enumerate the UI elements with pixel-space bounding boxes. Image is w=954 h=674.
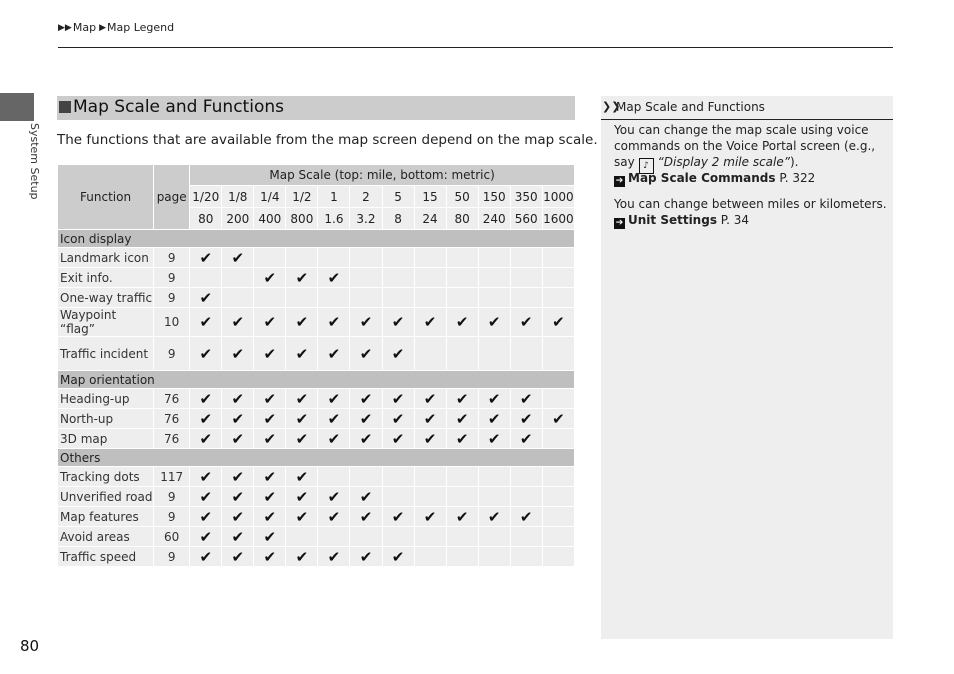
map-scale-table <box>57 164 575 567</box>
empty-cell <box>383 487 414 506</box>
check-mark-icon: ✔ <box>383 547 414 566</box>
check-mark-icon: ✔ <box>383 507 414 526</box>
sidebar-link-unit-settings[interactable] <box>614 212 749 229</box>
category-label: Icon display <box>58 230 574 247</box>
scale-mile-label: 1/20 <box>190 186 221 207</box>
check-mark-icon: ✔ <box>190 409 221 428</box>
function-header: Function <box>58 165 153 229</box>
check-mark-icon: ✔ <box>222 507 253 526</box>
scale-metric-label: 8 <box>383 208 414 229</box>
feature-label: Tracking dots <box>58 467 153 486</box>
feature-label: Exit info. <box>58 268 153 287</box>
empty-cell <box>511 248 542 267</box>
scale-metric-label: 800 <box>286 208 317 229</box>
check-mark-icon: ✔ <box>543 308 574 336</box>
scale-metric-label: 3.2 <box>350 208 381 229</box>
check-mark-icon: ✔ <box>190 507 221 526</box>
scale-metric-label: 80 <box>190 208 221 229</box>
check-mark-icon: ✔ <box>254 308 285 336</box>
check-mark-icon: ✔ <box>222 429 253 448</box>
sidebar-notes <box>601 96 893 639</box>
empty-cell <box>350 467 381 486</box>
check-mark-icon: ✔ <box>415 308 446 336</box>
empty-cell <box>222 288 253 307</box>
feature-label: Avoid areas <box>58 527 153 546</box>
empty-cell <box>511 467 542 486</box>
check-mark-icon: ✔ <box>415 389 446 408</box>
check-mark-icon: ✔ <box>415 409 446 428</box>
feature-label: One-way traffic <box>58 288 153 307</box>
check-mark-icon: ✔ <box>447 429 478 448</box>
check-mark-icon: ✔ <box>286 337 317 370</box>
empty-cell <box>415 467 446 486</box>
check-mark-icon: ✔ <box>254 429 285 448</box>
voice-example-end: ). <box>789 155 799 169</box>
empty-cell <box>543 288 574 307</box>
page-ref: 76 <box>154 429 189 448</box>
breadcrumb-arrow-icon: ▶ <box>99 22 106 33</box>
table-row <box>58 288 574 307</box>
check-mark-icon: ✔ <box>286 308 317 336</box>
empty-cell <box>479 248 510 267</box>
scale-header: Map Scale (top: mile, bottom: metric) <box>190 165 574 185</box>
scale-metric-label: 24 <box>415 208 446 229</box>
page-ref: 9 <box>154 547 189 566</box>
check-mark-icon: ✔ <box>254 467 285 486</box>
empty-cell <box>286 288 317 307</box>
empty-cell <box>415 337 446 370</box>
check-mark-icon: ✔ <box>222 487 253 506</box>
empty-cell <box>415 547 446 566</box>
check-mark-icon: ✔ <box>254 527 285 546</box>
empty-cell <box>543 507 574 526</box>
check-mark-icon: ✔ <box>350 429 381 448</box>
empty-cell <box>383 288 414 307</box>
scale-mile-label: 1000 <box>543 186 574 207</box>
check-mark-icon: ✔ <box>222 547 253 566</box>
empty-cell <box>254 288 285 307</box>
feature-label: Traffic speed <box>58 547 153 566</box>
check-mark-icon: ✔ <box>383 429 414 448</box>
chapter-tab <box>0 93 34 121</box>
check-mark-icon: ✔ <box>190 527 221 546</box>
table-row <box>58 268 574 287</box>
check-mark-icon: ✔ <box>190 288 221 307</box>
feature-label: Heading-up <box>58 389 153 408</box>
sidebar-paragraph-units: You can change between miles or kilometers. <box>614 197 887 211</box>
check-mark-icon: ✔ <box>286 409 317 428</box>
check-mark-icon: ✔ <box>318 547 349 566</box>
category-row <box>58 230 574 247</box>
voice-example: “Display 2 mile scale” <box>657 155 790 169</box>
empty-cell <box>447 547 478 566</box>
chapter-label: System Setup <box>28 123 41 200</box>
empty-cell <box>415 288 446 307</box>
feature-label: Landmark icon <box>58 248 153 267</box>
scale-metric-label: 400 <box>254 208 285 229</box>
table-row <box>58 487 574 506</box>
scale-mile-label: 2 <box>350 186 381 207</box>
check-mark-icon: ✔ <box>383 409 414 428</box>
check-mark-icon: ✔ <box>318 337 349 370</box>
page-number: 80 <box>20 637 40 655</box>
scale-metric-label: 80 <box>447 208 478 229</box>
check-mark-icon: ✔ <box>350 389 381 408</box>
check-mark-icon: ✔ <box>479 429 510 448</box>
check-mark-icon: ✔ <box>383 308 414 336</box>
section-header <box>57 96 575 120</box>
table-row <box>58 308 574 336</box>
check-mark-icon: ✔ <box>479 507 510 526</box>
check-mark-icon: ✔ <box>254 337 285 370</box>
category-row <box>58 371 574 388</box>
check-mark-icon: ✔ <box>318 308 349 336</box>
check-mark-icon: ✔ <box>511 507 542 526</box>
check-mark-icon: ✔ <box>318 409 349 428</box>
check-mark-icon: ✔ <box>447 389 478 408</box>
page-ref: 9 <box>154 507 189 526</box>
check-mark-icon: ✔ <box>286 487 317 506</box>
feature-label: Map features <box>58 507 153 526</box>
link-arrow-icon: ➔ <box>615 218 624 228</box>
check-mark-icon: ✔ <box>318 389 349 408</box>
empty-cell <box>511 487 542 506</box>
sidebar-header <box>601 96 893 120</box>
breadcrumb <box>58 21 177 34</box>
check-mark-icon: ✔ <box>479 308 510 336</box>
page-ref: 9 <box>154 487 189 506</box>
empty-cell <box>447 467 478 486</box>
breadcrumb-item-map[interactable]: Map <box>72 21 97 34</box>
empty-cell <box>350 268 381 287</box>
check-mark-icon: ✔ <box>318 429 349 448</box>
feature-label: North-up <box>58 409 153 428</box>
check-mark-icon: ✔ <box>222 527 253 546</box>
empty-cell <box>350 288 381 307</box>
table-row <box>58 248 574 267</box>
empty-cell <box>511 337 542 370</box>
check-mark-icon: ✔ <box>511 389 542 408</box>
empty-cell <box>543 429 574 448</box>
link-page: P. 34 <box>720 213 750 227</box>
table-row <box>58 527 574 546</box>
check-mark-icon: ✔ <box>511 409 542 428</box>
check-mark-icon: ✔ <box>318 487 349 506</box>
page-ref: 76 <box>154 389 189 408</box>
scale-metric-label: 1.6 <box>318 208 349 229</box>
empty-cell <box>479 268 510 287</box>
empty-cell <box>447 248 478 267</box>
category-row <box>58 449 574 466</box>
sidebar-paragraph-voice <box>614 122 882 174</box>
empty-cell <box>543 248 574 267</box>
category-label: Others <box>58 449 574 466</box>
check-mark-icon: ✔ <box>318 268 349 287</box>
link-page: P. 322 <box>779 171 816 185</box>
empty-cell <box>479 527 510 546</box>
table-row <box>58 467 574 486</box>
empty-cell <box>415 527 446 546</box>
scale-metric-label: 1600 <box>543 208 574 229</box>
empty-cell <box>447 337 478 370</box>
empty-cell <box>383 527 414 546</box>
check-mark-icon: ✔ <box>254 268 285 287</box>
empty-cell <box>190 268 221 287</box>
sidebar-link-scale-commands[interactable] <box>614 170 815 187</box>
header-divider <box>58 47 893 48</box>
empty-cell <box>383 268 414 287</box>
table-row <box>58 409 574 428</box>
scale-mile-label: 5 <box>383 186 414 207</box>
check-mark-icon: ✔ <box>286 547 317 566</box>
sidebar-voice-text: You can change the map scale using voice commands on the Voice Portal screen (e.g., say <box>614 123 876 169</box>
check-mark-icon: ✔ <box>286 467 317 486</box>
check-mark-icon: ✔ <box>350 337 381 370</box>
empty-cell <box>415 248 446 267</box>
empty-cell <box>286 527 317 546</box>
check-mark-icon: ✔ <box>222 248 253 267</box>
check-mark-icon: ✔ <box>511 429 542 448</box>
empty-cell <box>511 527 542 546</box>
check-mark-icon: ✔ <box>479 409 510 428</box>
check-mark-icon: ✔ <box>190 547 221 566</box>
empty-cell <box>543 487 574 506</box>
check-mark-icon: ✔ <box>190 248 221 267</box>
empty-cell <box>543 527 574 546</box>
table-row <box>58 507 574 526</box>
scale-mile-label: 50 <box>447 186 478 207</box>
link-label: Map Scale Commands <box>628 171 776 185</box>
empty-cell <box>318 527 349 546</box>
empty-cell <box>383 467 414 486</box>
empty-cell <box>447 268 478 287</box>
scale-metric-label: 560 <box>511 208 542 229</box>
check-mark-icon: ✔ <box>254 507 285 526</box>
check-mark-icon: ✔ <box>383 389 414 408</box>
intro-text: The functions that are available from the map screen depend on the map scale. <box>57 132 598 148</box>
empty-cell <box>479 487 510 506</box>
empty-cell <box>543 467 574 486</box>
empty-cell <box>479 547 510 566</box>
table-header-row <box>58 165 574 185</box>
check-mark-icon: ✔ <box>318 507 349 526</box>
check-mark-icon: ✔ <box>254 389 285 408</box>
check-mark-icon: ✔ <box>383 337 414 370</box>
page-ref: 9 <box>154 337 189 370</box>
page-ref: 76 <box>154 409 189 428</box>
empty-cell <box>479 337 510 370</box>
empty-cell <box>511 268 542 287</box>
scale-mile-label: 1/2 <box>286 186 317 207</box>
feature-label: Unverified road <box>58 487 153 506</box>
check-mark-icon: ✔ <box>447 507 478 526</box>
empty-cell <box>350 248 381 267</box>
check-mark-icon: ✔ <box>222 409 253 428</box>
page-ref: 60 <box>154 527 189 546</box>
check-mark-icon: ✔ <box>350 487 381 506</box>
empty-cell <box>383 248 414 267</box>
check-mark-icon: ✔ <box>222 389 253 408</box>
check-mark-icon: ✔ <box>415 429 446 448</box>
breadcrumb-item-map-legend[interactable]: Map Legend <box>106 21 175 34</box>
check-mark-icon: ✔ <box>350 547 381 566</box>
empty-cell <box>415 487 446 506</box>
feature-label: Waypoint “flag” <box>58 308 153 336</box>
check-mark-icon: ✔ <box>190 467 221 486</box>
scale-metric-label: 240 <box>479 208 510 229</box>
check-mark-icon: ✔ <box>511 308 542 336</box>
check-mark-icon: ✔ <box>222 308 253 336</box>
page-ref: 10 <box>154 308 189 336</box>
empty-cell <box>286 248 317 267</box>
voice-command-icon: ♪ <box>639 158 654 174</box>
scale-mile-label: 15 <box>415 186 446 207</box>
scale-mile-label: 1 <box>318 186 349 207</box>
check-mark-icon: ✔ <box>190 389 221 408</box>
check-mark-icon: ✔ <box>190 487 221 506</box>
table-row <box>58 389 574 408</box>
check-mark-icon: ✔ <box>286 507 317 526</box>
empty-cell <box>543 547 574 566</box>
table-row <box>58 429 574 448</box>
scale-mile-label: 350 <box>511 186 542 207</box>
page-ref: 9 <box>154 268 189 287</box>
scale-metric-label: 200 <box>222 208 253 229</box>
page-header: page <box>154 165 189 229</box>
empty-cell <box>479 288 510 307</box>
empty-cell <box>543 337 574 370</box>
feature-label: 3D map <box>58 429 153 448</box>
page-ref: 9 <box>154 248 189 267</box>
empty-cell <box>447 527 478 546</box>
empty-cell <box>511 547 542 566</box>
empty-cell <box>254 248 285 267</box>
link-arrow-icon: ➔ <box>615 176 624 186</box>
scale-mile-label: 1/4 <box>254 186 285 207</box>
check-mark-icon: ✔ <box>543 409 574 428</box>
empty-cell <box>350 527 381 546</box>
check-mark-icon: ✔ <box>222 337 253 370</box>
check-mark-icon: ✔ <box>286 268 317 287</box>
empty-cell <box>511 288 542 307</box>
empty-cell <box>543 389 574 408</box>
empty-cell <box>447 487 478 506</box>
scale-mile-label: 150 <box>479 186 510 207</box>
section-square-icon <box>59 101 71 113</box>
check-mark-icon: ✔ <box>479 389 510 408</box>
check-mark-icon: ✔ <box>350 507 381 526</box>
check-mark-icon: ✔ <box>286 389 317 408</box>
page-ref: 9 <box>154 288 189 307</box>
check-mark-icon: ✔ <box>190 429 221 448</box>
sidebar-title: Map Scale and Functions <box>616 100 765 114</box>
page-ref: 117 <box>154 467 189 486</box>
check-mark-icon: ✔ <box>350 409 381 428</box>
empty-cell <box>415 268 446 287</box>
check-mark-icon: ✔ <box>415 507 446 526</box>
check-mark-icon: ✔ <box>350 308 381 336</box>
check-mark-icon: ✔ <box>222 467 253 486</box>
scale-mile-label: 1/8 <box>222 186 253 207</box>
empty-cell <box>318 467 349 486</box>
empty-cell <box>543 268 574 287</box>
empty-cell <box>222 268 253 287</box>
check-mark-icon: ✔ <box>190 337 221 370</box>
empty-cell <box>447 288 478 307</box>
check-mark-icon: ✔ <box>447 308 478 336</box>
link-label: Unit Settings <box>628 213 717 227</box>
feature-label: Traffic incident <box>58 337 153 370</box>
table-row <box>58 547 574 566</box>
empty-cell <box>479 467 510 486</box>
table-row <box>58 337 574 370</box>
check-mark-icon: ✔ <box>286 429 317 448</box>
check-mark-icon: ✔ <box>447 409 478 428</box>
empty-cell <box>318 248 349 267</box>
reference-arrow-icon: ❯❯ <box>602 100 621 113</box>
section-title: Map Scale and Functions <box>73 97 284 117</box>
empty-cell <box>318 288 349 307</box>
breadcrumb-arrow-icon: ▶▶ <box>58 22 72 33</box>
category-label: Map orientation <box>58 371 574 388</box>
check-mark-icon: ✔ <box>254 547 285 566</box>
check-mark-icon: ✔ <box>254 487 285 506</box>
check-mark-icon: ✔ <box>254 409 285 428</box>
check-mark-icon: ✔ <box>190 308 221 336</box>
